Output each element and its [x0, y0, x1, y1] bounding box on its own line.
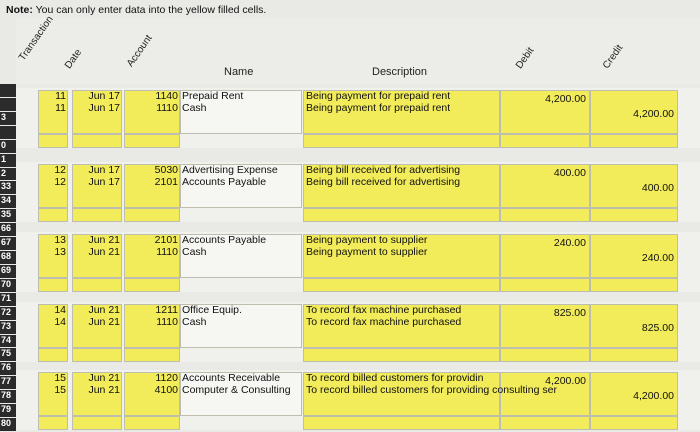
transaction-number: 13: [54, 246, 66, 258]
transaction-number: 14: [54, 304, 66, 316]
account-number: 1110: [156, 316, 178, 328]
row-number: 70: [0, 279, 16, 292]
date-input-blank[interactable]: [72, 208, 122, 222]
row-number: 67: [0, 237, 16, 250]
row-number: 76: [0, 362, 16, 375]
debit-amount: 400.00: [553, 167, 586, 179]
description-text: Being payment for prepaid rent: [306, 102, 451, 114]
transaction-input-blank[interactable]: [38, 134, 68, 148]
account-input-blank[interactable]: [124, 348, 180, 362]
row-number: 35: [0, 209, 16, 222]
note-label: Note:: [6, 4, 33, 16]
entry-date: Jun 21: [88, 304, 120, 316]
credit-amount: 825.00: [641, 322, 674, 334]
transaction-input-blank[interactable]: [38, 278, 68, 292]
debit-amount: 825.00: [553, 307, 586, 319]
row-number-column: [0, 84, 16, 432]
transaction-number: 12: [54, 176, 66, 188]
debit-input-blank[interactable]: [500, 208, 590, 222]
account-name: Cash: [182, 316, 207, 328]
row-number: 69: [0, 265, 16, 278]
entry-date: Jun 21: [88, 384, 120, 396]
account-name: Accounts Payable: [182, 176, 267, 188]
row-number: 71: [0, 293, 16, 306]
entry-date: Jun 21: [88, 234, 120, 246]
description-text: Being bill received for advertising: [306, 176, 461, 188]
account-number: 1120: [155, 372, 178, 384]
description-text: To record billed customers for providin: [306, 372, 484, 384]
note-text: You can only enter data into the yellow filled cells.: [35, 4, 267, 16]
credit-input-blank[interactable]: [590, 278, 678, 292]
row-number: 1: [0, 154, 16, 167]
credit-input-blank[interactable]: [590, 416, 678, 430]
header-row: [16, 18, 700, 84]
entry-date: Jun 21: [88, 316, 120, 328]
credit-input-blank[interactable]: [590, 134, 678, 148]
row-number: 75: [0, 348, 16, 361]
row-number: 72: [0, 307, 16, 320]
description-input-blank[interactable]: [303, 416, 500, 430]
entry-date: Jun 17: [88, 90, 120, 102]
description-input-blank[interactable]: [303, 348, 500, 362]
header-date: Date: [62, 47, 85, 71]
transaction-input-blank[interactable]: [38, 208, 68, 222]
description-text: Being bill received for advertising: [306, 164, 461, 176]
transaction-number: 15: [54, 372, 66, 384]
description-input-blank[interactable]: [303, 208, 500, 222]
transaction-number: 11: [55, 102, 66, 114]
header-credit: Credit: [600, 42, 626, 71]
account-name: Office Equip.: [182, 304, 242, 316]
row-number: 33: [0, 181, 16, 194]
account-number: 4100: [154, 384, 178, 396]
description-text: To record billed customers for providing consulting ser: [306, 384, 557, 396]
entry-date: Jun 17: [88, 176, 120, 188]
description-text: To record fax machine purchased: [306, 304, 462, 316]
account-name: Accounts Receivable: [182, 372, 281, 384]
transaction-input-blank[interactable]: [38, 348, 68, 362]
row-number: 66: [0, 223, 16, 236]
entry-date: Jun 17: [88, 164, 120, 176]
description-text: Being payment for prepaid rent: [306, 90, 451, 102]
header-account: Account: [124, 33, 155, 69]
row-number: 3: [0, 112, 16, 125]
credit-amount: 4,200.00: [633, 390, 674, 402]
description-text: To record fax machine purchased: [306, 316, 462, 328]
description-text: Being payment to supplier: [306, 246, 428, 258]
entry-date: Jun 21: [88, 372, 120, 384]
entry-date: Jun 21: [88, 246, 120, 258]
date-input-blank[interactable]: [72, 278, 122, 292]
credit-input-blank[interactable]: [590, 348, 678, 362]
account-number: 1110: [156, 102, 178, 114]
row-number: 74: [0, 335, 16, 348]
header-description: Description: [372, 66, 428, 78]
account-number: 1140: [155, 90, 178, 102]
transaction-number: 13: [54, 234, 66, 246]
header-debit: Debit: [513, 45, 537, 71]
debit-amount: 240.00: [553, 237, 586, 249]
account-input-blank[interactable]: [124, 278, 180, 292]
row-number: 0: [0, 140, 16, 153]
transaction-number: 11: [55, 90, 66, 102]
transaction-number: 15: [54, 384, 66, 396]
credit-amount: 4,200.00: [633, 108, 674, 120]
debit-amount: 4,200.00: [545, 375, 586, 387]
row-number: 78: [0, 390, 16, 403]
header-transaction: Transaction: [16, 14, 56, 63]
debit-amount: 4,200.00: [545, 93, 586, 105]
transaction-number: 12: [54, 164, 66, 176]
description-text: Being payment to supplier: [306, 234, 428, 246]
transaction-input-blank[interactable]: [38, 416, 68, 430]
row-number: 77: [0, 376, 16, 389]
account-name: Prepaid Rent: [182, 90, 244, 102]
account-name: Cash: [182, 102, 207, 114]
note-banner: [6, 4, 266, 16]
debit-input-blank[interactable]: [500, 348, 590, 362]
account-input-blank[interactable]: [124, 208, 180, 222]
debit-input-blank[interactable]: [500, 416, 590, 430]
date-input-blank[interactable]: [72, 134, 122, 148]
header-name: Name: [224, 66, 254, 78]
account-input-blank[interactable]: [124, 416, 180, 430]
row-number: 68: [0, 251, 16, 264]
description-input-blank[interactable]: [303, 134, 500, 148]
account-name: Computer & Consulting: [182, 384, 291, 396]
entry-date: Jun 17: [88, 102, 120, 114]
account-number: 2101: [154, 234, 178, 246]
row-number: 73: [0, 321, 16, 334]
description-input-blank[interactable]: [303, 278, 500, 292]
account-number: 2101: [154, 176, 178, 188]
date-input-blank[interactable]: [72, 416, 122, 430]
row-number: [0, 98, 16, 111]
row-number: [0, 126, 16, 139]
debit-input-blank[interactable]: [500, 278, 590, 292]
row-number: 34: [0, 195, 16, 208]
date-input-blank[interactable]: [72, 348, 122, 362]
account-number: 5030: [154, 164, 178, 176]
transaction-number: 14: [54, 316, 66, 328]
account-input-blank[interactable]: [124, 134, 180, 148]
row-number: [0, 84, 16, 97]
account-name: Cash: [182, 246, 207, 258]
account-number: 1110: [156, 246, 178, 258]
credit-amount: 400.00: [641, 182, 674, 194]
account-name: Accounts Payable: [182, 234, 267, 246]
account-number: 1211: [155, 304, 178, 316]
account-name: Advertising Expense: [182, 164, 278, 176]
row-number: 79: [0, 404, 16, 417]
row-number: 80: [0, 418, 16, 431]
credit-input-blank[interactable]: [590, 208, 678, 222]
debit-input-blank[interactable]: [500, 134, 590, 148]
row-number: 2: [0, 168, 16, 181]
credit-amount: 240.00: [641, 252, 674, 264]
